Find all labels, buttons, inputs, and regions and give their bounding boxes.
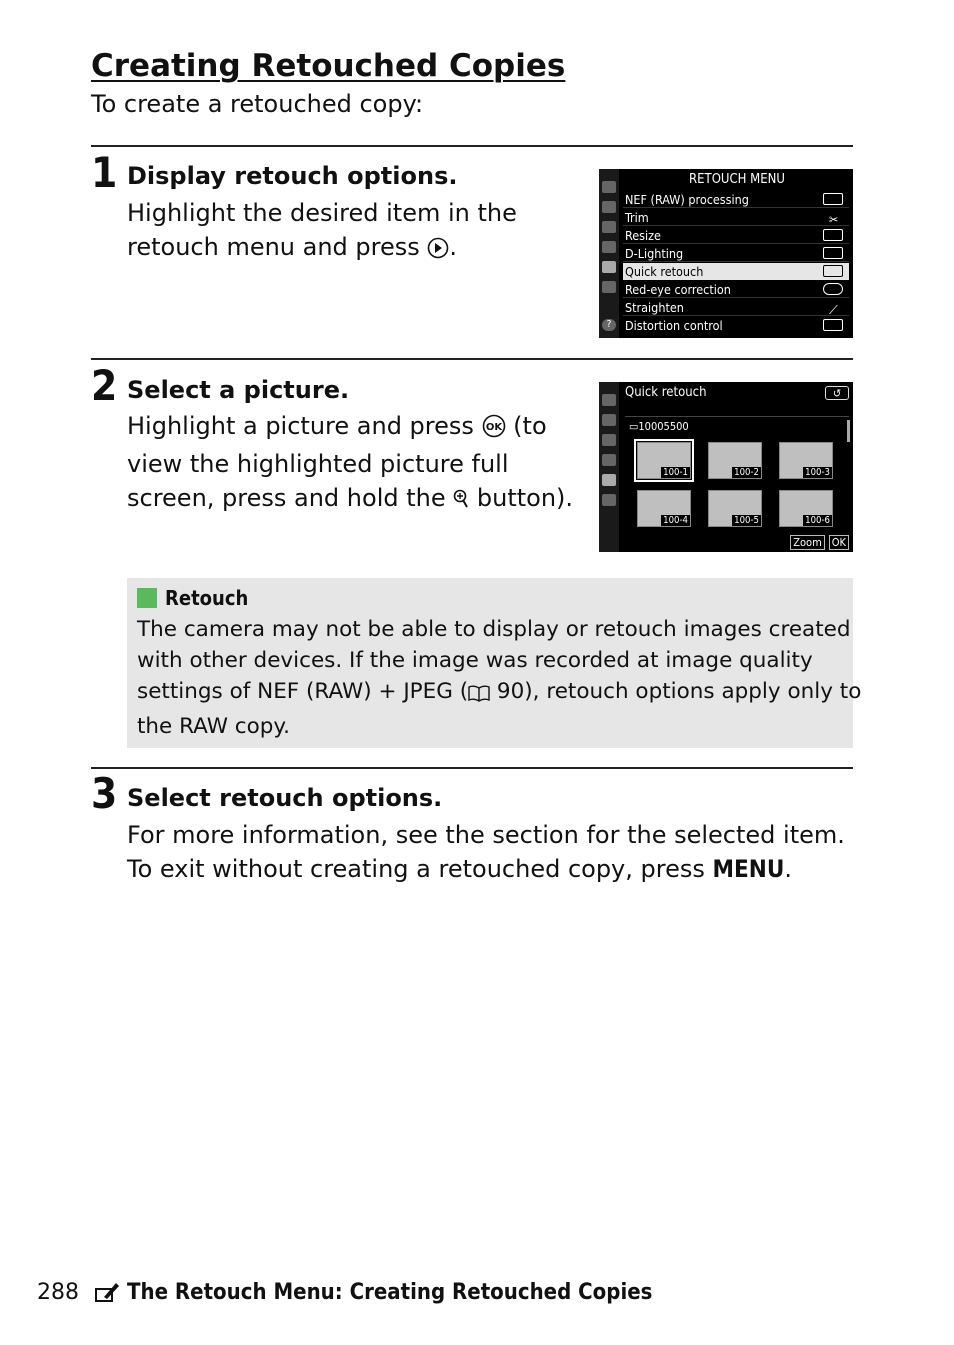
d-lighting-icon bbox=[823, 247, 843, 259]
quick-retouch-screenshot bbox=[599, 382, 853, 552]
step-heading: Display retouch options. bbox=[127, 162, 458, 190]
resize-icon bbox=[823, 229, 843, 241]
eye-icon bbox=[823, 283, 843, 295]
divider bbox=[91, 767, 853, 769]
divider bbox=[91, 145, 853, 147]
playback-tab-icon bbox=[602, 181, 616, 193]
step-heading: Select a picture. bbox=[127, 376, 350, 404]
raw-icon bbox=[823, 193, 843, 205]
note-body: The camera may not be able to display or retouch images created with other devices. If the image was recorded at image quality settings of NEF (RAW) + JPEG ( 90), retouch options apply only to the RAW copy. bbox=[137, 617, 862, 739]
multi-selector-right-icon bbox=[427, 234, 449, 268]
page-number: 288 bbox=[37, 1280, 79, 1305]
page-footer bbox=[37, 1280, 652, 1309]
retouch-menu-screenshot bbox=[599, 169, 853, 338]
step-heading: Select retouch options. bbox=[127, 784, 443, 812]
playback-tab-icon bbox=[602, 394, 616, 406]
wrench-tab-icon bbox=[602, 241, 616, 253]
menu-item[interactable]: Trim ✂ bbox=[623, 209, 849, 226]
thumbnail[interactable]: 100-4 bbox=[637, 490, 691, 527]
pencil-tab-icon bbox=[602, 434, 616, 446]
my-menu-tab-icon bbox=[602, 494, 616, 506]
menu-tabs bbox=[599, 169, 619, 338]
scrollbar[interactable] bbox=[847, 420, 850, 442]
step-body: Highlight a picture and press OK (to view the highlighted picture full screen, press and hold the button). bbox=[127, 409, 573, 519]
thumbnail[interactable]: 100-6 bbox=[779, 490, 833, 527]
zoom-hint: Zoom bbox=[790, 535, 825, 550]
thumbnail[interactable]: 100-2 bbox=[708, 442, 762, 479]
menu-item[interactable]: NEF (RAW) processing bbox=[623, 191, 849, 208]
my-menu-tab-icon bbox=[602, 281, 616, 293]
book-reference-icon bbox=[468, 680, 490, 711]
straighten-icon: ⟋ bbox=[829, 302, 838, 317]
menu-item[interactable]: Straighten ⟋ bbox=[623, 299, 849, 316]
distortion-icon bbox=[823, 319, 843, 331]
menu-button-label: MENU bbox=[712, 855, 785, 883]
page-title: Creating Retouched Copies bbox=[91, 48, 566, 84]
ok-hint: OK bbox=[829, 535, 849, 550]
thumbnail[interactable]: 100-5 bbox=[708, 490, 762, 527]
screen-title: Quick retouch bbox=[625, 385, 707, 400]
folder-label: ▭10005500 bbox=[629, 420, 689, 433]
thumbnail[interactable]: 100-1 bbox=[637, 442, 691, 479]
step-body: For more information, see the section for the selected item. To exit without creating a retouched copy, press MENU. bbox=[127, 821, 845, 883]
menu-item[interactable]: Resize bbox=[623, 227, 849, 244]
camera-tab-icon bbox=[602, 414, 616, 426]
pencil-note-icon bbox=[137, 588, 157, 608]
retouch-tab-icon bbox=[602, 474, 616, 486]
intro-text: To create a retouched copy: bbox=[91, 90, 424, 118]
back-icon[interactable]: ↺ bbox=[825, 386, 849, 400]
menu-item[interactable]: Distortion control bbox=[623, 317, 849, 334]
step-number: 2 bbox=[91, 361, 118, 410]
footer-title: The Retouch Menu: Creating Retouched Copies bbox=[127, 1280, 653, 1305]
menu-tabs bbox=[599, 382, 619, 552]
help-icon: ? bbox=[602, 319, 616, 331]
menu-item[interactable]: Red-eye correction bbox=[623, 281, 849, 298]
retouch-section-icon bbox=[94, 1281, 120, 1309]
step-body: Highlight the desired item in the retouch menu and press . bbox=[127, 196, 517, 268]
note-heading: Retouch bbox=[137, 586, 248, 610]
menu-item[interactable]: D-Lighting bbox=[623, 245, 849, 262]
quick-retouch-icon bbox=[823, 265, 843, 277]
camera-tab-icon bbox=[602, 201, 616, 213]
thumbnail[interactable]: 100-3 bbox=[779, 442, 833, 479]
menu-title: RETOUCH MENU bbox=[689, 172, 785, 187]
retouch-tab-icon bbox=[602, 261, 616, 273]
menu-item-selected[interactable]: Quick retouch bbox=[623, 263, 849, 280]
note-box bbox=[127, 578, 862, 748]
svg-text:OK: OK bbox=[485, 422, 502, 433]
step-number: 3 bbox=[91, 769, 118, 818]
step-number: 1 bbox=[91, 148, 118, 197]
divider bbox=[91, 358, 853, 360]
ok-button-icon bbox=[482, 413, 506, 447]
zoom-in-icon bbox=[453, 485, 469, 519]
wrench-tab-icon bbox=[602, 454, 616, 466]
pencil-tab-icon bbox=[602, 221, 616, 233]
screen-footer bbox=[786, 536, 849, 550]
scissors-icon: ✂ bbox=[829, 212, 839, 227]
